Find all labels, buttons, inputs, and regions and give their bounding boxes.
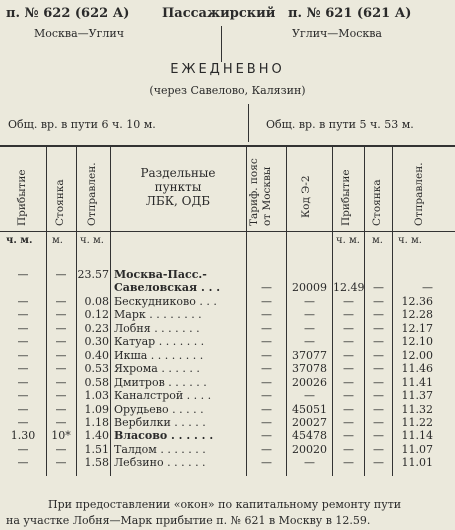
cell-stop-r: — (373, 281, 384, 295)
cell-arrival-r: — (343, 375, 354, 389)
cell-station: Власово . . . . . . (114, 429, 214, 443)
cell-stop: — (55, 335, 67, 349)
cell-arrival-r: — (343, 456, 354, 470)
cell-stop-r: — (373, 456, 384, 470)
col-header-stop: Стоянка (54, 179, 66, 226)
cell-tariff: — (261, 294, 272, 308)
cell-stop-r: — (373, 415, 384, 429)
train-type: Пассажирский (162, 6, 276, 21)
cell-departure-r: 12.36 (401, 294, 433, 308)
cell-arrival: — (17, 456, 29, 470)
col-header-stations-3: ЛБК, ОДБ (145, 194, 211, 208)
col-header-stations-1: Раздельные (140, 166, 216, 180)
travel-time-divider (248, 104, 249, 142)
cell-departure: 0.08 (84, 294, 109, 308)
cell-arrival: 1.30 (10, 429, 36, 443)
cell-arrival: — (17, 442, 29, 456)
cell-departure-r: 11.14 (401, 429, 433, 443)
cell-station: Лобня . . . . . . . (114, 321, 200, 335)
cell-tariff: — (261, 348, 272, 362)
cell-tariff: — (261, 429, 272, 443)
cell-code: 37077 (292, 348, 327, 362)
cell-tariff: — (261, 308, 272, 322)
cell-station: Каналстрой . . . . (114, 389, 212, 403)
unit-stop-r: м. (372, 235, 383, 246)
cell-stop: — (55, 415, 67, 429)
cell-arrival-r: — (343, 415, 354, 429)
cell-stop: — (55, 456, 67, 470)
cell-arrival: — (17, 348, 29, 362)
cell-tariff: — (261, 335, 272, 349)
col-header-code: Код Э-2 (300, 175, 312, 218)
cell-departure: 0.30 (84, 335, 109, 349)
cell-station: Савеловская . . . (114, 281, 221, 295)
cell-stop-r: — (373, 362, 384, 376)
cell-departure: 1.18 (84, 415, 109, 429)
cell-stop-r: — (373, 308, 384, 322)
cell-departure-r: 11.07 (401, 442, 433, 456)
route-via: (через Савелово, Калязин) (149, 84, 306, 97)
cell-tariff: — (261, 281, 272, 295)
unit-arrival: ч. м. (6, 235, 33, 246)
cell-arrival-r: — (343, 308, 354, 322)
cell-stop-r: — (373, 429, 384, 443)
cell-code: 20009 (292, 281, 327, 295)
cell-code: — (304, 294, 315, 308)
cell-arrival: — (17, 389, 29, 403)
cell-departure: 1.09 (84, 402, 109, 416)
cell-tariff: — (261, 321, 272, 335)
cell-station: Бескудниково . . . (114, 294, 217, 308)
cell-departure-r: 12.00 (401, 348, 433, 362)
cell-station: Орудьево . . . . . (114, 402, 204, 416)
cell-station: Талдом . . . . . . . (114, 442, 206, 456)
footer-note-line-1: При предоставлении «окон» по капитальному ремонту пути (48, 498, 402, 511)
cell-departure: 0.23 (84, 321, 109, 335)
cell-station: Лебзино . . . . . . (114, 456, 206, 470)
cell-stop-r: — (373, 402, 384, 416)
table-top-rule (0, 145, 455, 147)
cell-tariff: — (261, 362, 272, 376)
cell-stop-r: — (373, 335, 384, 349)
cell-stop: — (55, 442, 67, 456)
cell-stop: 10* (51, 429, 71, 443)
cell-code: — (304, 389, 315, 403)
cell-departure: 0.53 (84, 362, 109, 376)
cell-arrival-r: — (343, 442, 354, 456)
cell-arrival: — (17, 294, 29, 308)
col-header-stop-r: Стоянка (371, 179, 383, 226)
unit-stop: м. (52, 235, 63, 246)
cell-stop: — (55, 294, 67, 308)
cell-arrival-r: — (343, 429, 354, 443)
cell-departure-r: 11.32 (401, 402, 433, 416)
header-divider (221, 26, 222, 62)
cell-stop-r: — (373, 442, 384, 456)
cell-arrival-r: — (343, 402, 354, 416)
cell-stop-r: — (373, 389, 384, 403)
cell-stop: — (55, 268, 67, 281)
cell-arrival-r: — (343, 335, 354, 349)
cell-arrival-r: — (343, 348, 354, 362)
left-travel-time: Общ. вр. в пути 6 ч. 10 м. (8, 118, 156, 131)
cell-departure: 0.12 (84, 308, 109, 322)
cell-arrival-r: — (343, 362, 354, 376)
cell-arrival-r: 12.49 (333, 281, 365, 295)
cell-tariff: — (261, 456, 272, 470)
col-header-stations-2: пункты (154, 180, 202, 194)
cell-station: Марк . . . . . . . . (114, 308, 202, 322)
cell-arrival: — (17, 321, 29, 335)
cell-stop: — (55, 375, 67, 389)
cell-arrival-r: — (343, 321, 354, 335)
left-route: Москва—Углич (34, 27, 124, 40)
cell-tariff: — (261, 415, 272, 429)
cell-arrival: — (17, 402, 29, 416)
cell-code: 37078 (292, 362, 327, 376)
cell-tariff: — (261, 375, 272, 389)
cell-arrival: — (17, 362, 29, 376)
cell-tariff: — (261, 442, 272, 456)
col-header-tariff-1: Тариф. пояс (248, 158, 260, 226)
cell-code: 20020 (292, 442, 327, 456)
col-header-departure: Отправлен. (86, 162, 98, 226)
col-header-arrival-r: Прибытие (340, 169, 352, 226)
cell-arrival-r: — (343, 389, 354, 403)
cell-departure: 1.51 (84, 442, 109, 456)
cell-station: Яхрома . . . . . . (114, 362, 200, 376)
cell-code: 45051 (292, 402, 327, 416)
cell-arrival: — (17, 415, 29, 429)
unit-departure: ч. м. (80, 235, 104, 246)
cell-arrival: — (17, 268, 29, 281)
cell-departure: 0.58 (84, 375, 109, 389)
cell-station: Икша . . . . . . . . (114, 348, 204, 362)
right-travel-time: Общ. вр. в пути 5 ч. 53 м. (266, 118, 414, 131)
cell-code: — (304, 308, 315, 322)
col-header-tariff-2: от Москвы (261, 166, 273, 226)
left-train-number: п. № 622 (622 А) (6, 6, 130, 21)
cell-stop: — (55, 321, 67, 335)
cell-departure-r: 11.37 (401, 389, 433, 403)
cell-tariff: — (261, 402, 272, 416)
cell-stop: — (55, 389, 67, 403)
cell-code: 20027 (292, 415, 327, 429)
cell-departure: 1.40 (84, 429, 109, 443)
cell-stop-r: — (373, 294, 384, 308)
unit-departure-r: ч. м. (398, 235, 422, 246)
cell-arrival: — (17, 308, 29, 322)
cell-code: — (304, 456, 315, 470)
cell-stop: — (55, 348, 67, 362)
cell-departure: 23.57 (77, 268, 109, 281)
right-train-number: п. № 621 (621 А) (288, 6, 412, 21)
cell-station: Катуар . . . . . . . (114, 335, 205, 349)
cell-station: Дмитров . . . . . . (114, 375, 207, 389)
footer-note-line-2: на участке Лобня—Марк прибытие п. № 621 в Москву в 12.59. (6, 514, 371, 527)
cell-code: 20026 (292, 375, 327, 389)
cell-tariff: — (261, 389, 272, 403)
cell-stop: — (55, 402, 67, 416)
cell-departure: 1.03 (84, 389, 109, 403)
cell-arrival: — (17, 335, 29, 349)
cell-departure: 1.58 (84, 456, 109, 470)
cell-stop: — (55, 308, 67, 322)
table-header-rule (0, 231, 455, 232)
cell-departure-r: 12.17 (401, 321, 433, 335)
cell-arrival: — (17, 375, 29, 389)
cell-code: 45478 (292, 429, 327, 443)
cell-departure-r: 11.22 (401, 415, 433, 429)
cell-departure-r: 12.28 (401, 308, 433, 322)
cell-departure-r: 11.46 (401, 362, 433, 376)
unit-arrival-r: ч. м. (336, 235, 360, 246)
cell-stop-r: — (373, 375, 384, 389)
cell-departure-r: 12.10 (401, 335, 433, 349)
cell-stop: — (55, 362, 67, 376)
col-header-departure-r: Отправлен. (413, 162, 425, 226)
cell-code: — (304, 335, 315, 349)
frequency: ЕЖЕДНЕВНО (170, 62, 285, 77)
cell-code: — (304, 321, 315, 335)
cell-departure-r: — (422, 281, 433, 295)
cell-station: Москва-Пасс.- (114, 268, 207, 281)
cell-stop-r: — (373, 348, 384, 362)
cell-departure: 0.40 (84, 348, 109, 362)
cell-departure-r: 11.41 (401, 375, 433, 389)
cell-stop-r: — (373, 321, 384, 335)
cell-arrival-r: — (343, 294, 354, 308)
col-header-arrival: Прибытие (16, 169, 28, 226)
right-route: Углич—Москва (292, 27, 382, 40)
cell-departure-r: 11.01 (401, 456, 433, 470)
cell-station: Вербилки . . . . . (114, 415, 206, 429)
